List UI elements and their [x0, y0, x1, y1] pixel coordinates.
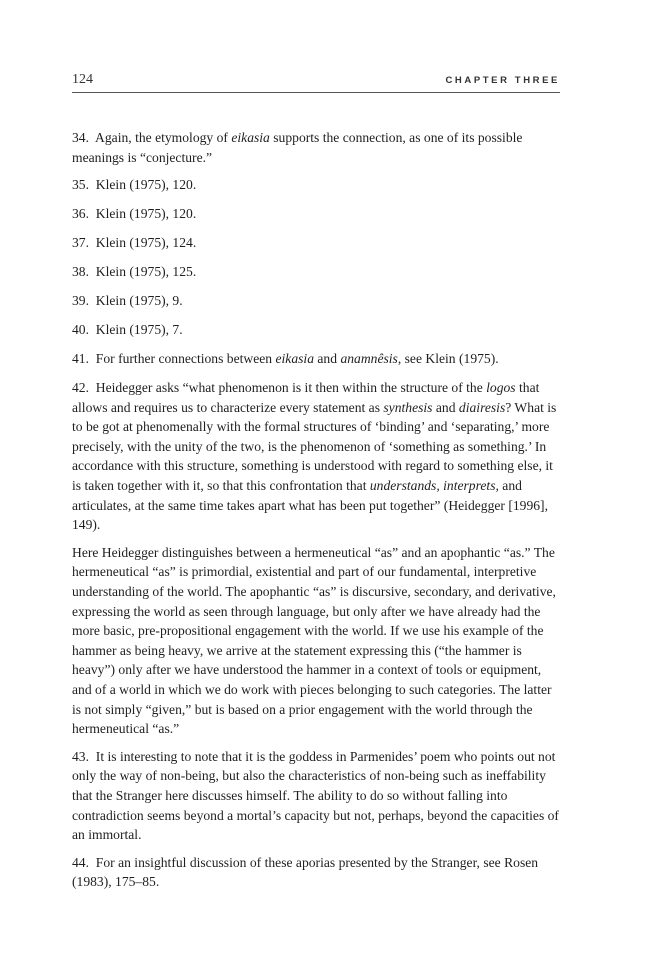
note-39	[72, 291, 560, 311]
note-35	[72, 175, 560, 195]
note-41	[72, 349, 560, 369]
note-text: Klein (1975), 124.	[95, 235, 197, 251]
note-number: 37.	[72, 235, 89, 251]
endnotes	[72, 128, 560, 900]
note-text: For an insightful discussion of these aporias presented by the Stranger, see Rosen (1983), 175–85.	[72, 854, 539, 890]
note-text: ? What is to be got at phenomenally with the formal structures of ‘binding’ and ‘separating,’ more precisely, with the unity of the two, is the phenomenon of ‘something as something.’ In accordance with this structure, something is understood with regard to something else, it is taken together with it, so that this confrontation that	[72, 399, 557, 494]
running-head	[72, 70, 560, 93]
note-italic: anamnêsis	[340, 351, 398, 367]
note-italic: understands, interprets,	[369, 478, 499, 494]
note-italic: eikasia	[231, 130, 270, 145]
note-number: 36.	[72, 206, 89, 222]
note-text: Again, the etymology of	[95, 130, 232, 145]
note-text: Klein (1975), 120.	[95, 177, 197, 193]
note-text: Klein (1975), 125.	[95, 264, 197, 280]
note-text: Heidegger asks “what phenomenon is it then within the structure of the	[95, 380, 487, 396]
note-number: 41.	[72, 351, 89, 367]
note-text: supports the connection, as one of its possible meanings is “conjecture.”	[72, 130, 523, 165]
note-40	[72, 320, 560, 340]
page-number: 124	[72, 72, 93, 87]
note-number: 35.	[72, 177, 89, 193]
note-number: 40.	[72, 322, 89, 338]
note-number: 39.	[72, 293, 89, 309]
note-43	[72, 747, 560, 845]
note-text: and	[432, 399, 459, 415]
note-number: 43.	[72, 748, 89, 764]
note-number: 38.	[72, 264, 89, 280]
note-text: It is interesting to note that it is the goddess in Parmenides’ poem who points out not only the way of non-being, but also the characteristics of non-being such as ineffability that the Stranger here discusses himself. The ability to do so without falling into contradiction seems beyond a mortal’s capacity but not, perhaps, beyond the capacities of an immortal.	[72, 748, 559, 843]
note-italic: logos	[486, 380, 516, 396]
note-number: 34.	[72, 130, 89, 145]
note-number: 44.	[72, 854, 89, 870]
note-38	[72, 262, 560, 282]
note-text: and	[314, 351, 341, 367]
note-text: Klein (1975), 120.	[95, 206, 197, 222]
note-36	[72, 204, 560, 224]
note-37	[72, 233, 560, 253]
note-42-continuation	[72, 543, 560, 739]
note-text: and articulates, at the same time takes apart what has been put together” (Heidegger [1996], 149).	[72, 478, 548, 533]
note-text: Klein (1975), 9.	[95, 293, 183, 309]
note-text: Klein (1975), 7.	[95, 322, 183, 338]
note-text: Here Heidegger distinguishes between a hermeneutical “as” and an apophantic “as.” The hermeneutical “as” is primordial, existential and part of our fundamental, interpretive understanding of the world. The apophantic “as” is discursive, secondary, and derivative, expressing the world as seen through language, but only after we have already had the more basic, pre-propositional engagement with the world. If we use his example of the hammer as being heavy, we arrive at the statement expressing this (“the hammer is heavy”) only after we have understood the hammer in a context of tools or equipment, and of a world in which we do work with pieces belonging to such categories. The latter is not simply “given,” but is based on a prior engagement with the world through the hermeneutical “as.”	[72, 544, 556, 737]
note-italic: synthesis	[383, 399, 433, 415]
note-text: , see Klein (1975).	[397, 351, 499, 367]
note-number: 42.	[72, 380, 89, 396]
note-34	[72, 128, 560, 167]
note-italic: eikasia	[275, 351, 314, 367]
note-italic: diairesis	[458, 399, 506, 415]
chapter-title: CHAPTER THREE	[445, 75, 560, 86]
note-text: that allows and requires us to characterize every statement as	[72, 380, 540, 415]
note-44	[72, 853, 560, 892]
note-42	[72, 378, 560, 535]
note-text: For further connections between	[95, 351, 276, 367]
